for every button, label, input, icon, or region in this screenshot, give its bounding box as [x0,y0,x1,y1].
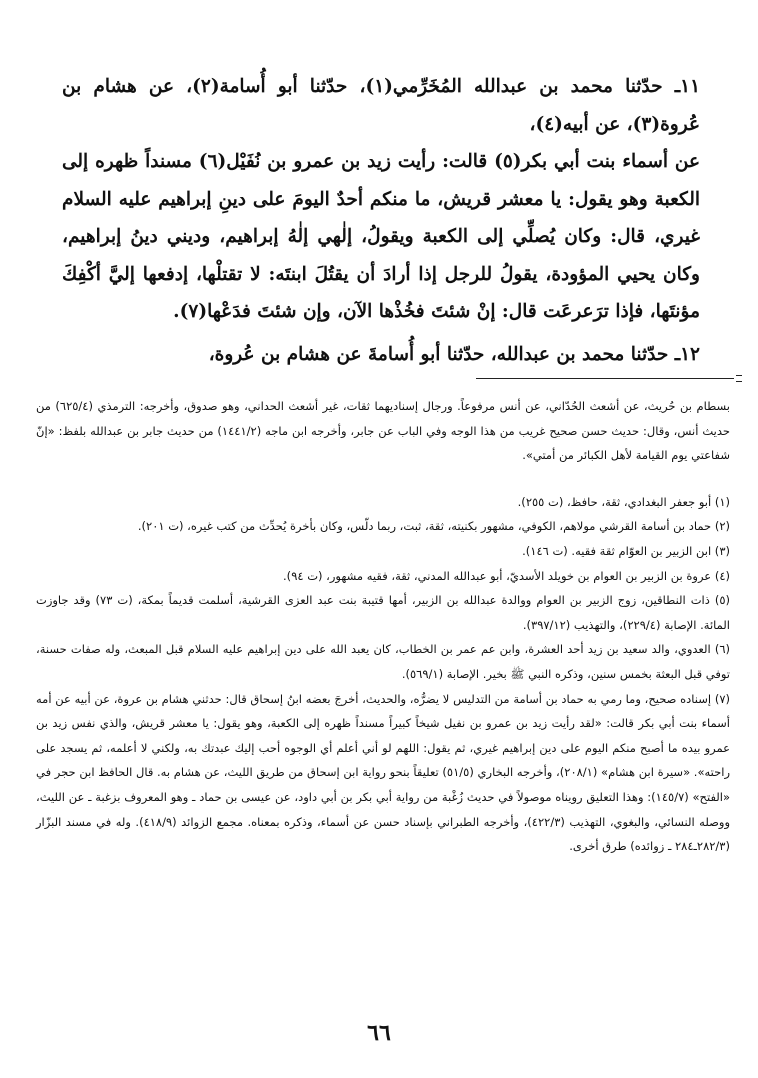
footnote-7: (٧) إسناده صحيح، وما رمي به حماد بن أسامة من التدليس لا يضرُّه، والحديث، أخرجَ بعضه ابنُ إسحاق قال: حدثني هشام بن عروة، عن أبيه عن أمه أسماء بنت أبي بكر قالت: «لقد رأيت زيد بن عمرو بن نفيل شيخاً كبيراً مسنداً ظهره إلى الكعبة، وهو يقول: يا معشر قريش، والذي نفس زيد بن عمرو بيده ما أصبح منكم اليوم على دين إبراهيم غيري، ثم يقول: اللهم لو أني أعلم أي الوجوه أحب إليك عبدتك به، ولكني لا أعلمه، ثم يسجد على راحته». «سيرة ابن هشام» (٢٠٨/١)، وأخرجه البخاري (٥١/٥) تعليقاً بنحو رواية ابن إسحاق من طريق الليث، عن هشام به. قال الحافظ ابن حجر في «الفتح» (١٤٥/٧): وهذا التعليق رويناه موصولاً في حديث زُغْبة من رواية أبي بكر بن أبي داود، عن عيسى بن حماد ـ وهو المعروف بزغبة ـ عن الليث، ووصله النسائي، والبغوي، التهذيب (٤٢٢/٣)، وأخرجه الطبراني بإسناد حسن عن أسماء، وذكره بمعناه. مجمع الزوائد (٤١٨/٩). وله في مسند البزّار (٢٨٢/٣ـ٢٨٤ ـ زوائده) طرق أخرى. [36,691,731,854]
main-text [62,68,700,373]
footnote-4: (٤) عروة بن الزبير بن العوام بن خويلد الأسديّ، أبو عبدالله المدني، ثقة، فقيه مشهور، (ت ٩٤). [283,568,730,583]
hadith-12: ١٢ـ حدّثنا محمد بن عبدالله، حدّثنا أبو أُسامةَ عن هشام بن عُروة، [208,343,700,365]
footnote-2: (٢) حماد بن أسامة القرشي مولاهم، الكوفي، مشهور بكنيته، ثقة، ثبت، ربما دلّس، وكان بأخرة يُحدِّث من كتب غيره، (ت ٢٠١). [137,519,730,534]
footnote-5: (٥) ذات النطاقين، زوج الزبير بن العوام ووالدة عبدالله بن الزبير، أمها قتيبة بنت عبد العزى القرشية، أسلمت قديماً بمكة، (ت ٧٣) وقد جاوزت المائة. الإصابة (٢٢٩/٤)، والتهذيب (٣٩٧/١٢). [36,593,730,632]
page-number: ٦٦ [367,1020,391,1046]
hadith-11-matn: عن أسماء بنت أبي بكر(٥) قالت: رأيت زيد بن عمرو بن نُفَيْل(٦) مسنداً ظهره إلى الكعبة وهو يقول: يا معشر قريش، ما منكم أحدٌ اليومَ على دينِ إبراهيم عليه السلام غيري، قال: وكان يُصلِّي إلى الكعبة ويقولُ، إلٰهي إلٰهُ إبراهيم، وديني دينُ إبراهيم، وكان يحيي المؤودة، يقولُ للرجل إذا أرادَ أن يقتُلَ ابنتَه: لا تقتلْها، إدفعها إليَّ أكْفِكَ مؤنتَها، فإذا ترَعرعَت قال: إنْ شئتَ فخُذْها الآن، وإن شئتَ فدَعْها(٧). [62,151,700,322]
footnote-1: (١) أبو جعفر البغدادي، ثقة، حافظ، (ت ٢٥٥). [517,494,730,509]
hadith-11-isnad: ١١ـ حدّثنا محمد بن عبدالله المُخَرِّمي(١)، حدّثنا أبو أُسامة(٢)، عن هشام بن عُروة(٣)، عن أبيه(٤)، [62,76,701,135]
footnote-3: (٣) ابن الزبير بن العوّام ثقة فقيه. (ت ١٤٦). [522,543,730,558]
footnote-gap [36,468,730,490]
footnote-continuation: بسطام بن حُريث، عن أشعث الحُدّاني، عن أنس مرفوعاً. ورجال إسناديهما ثقات، غير أشعث الحداني، وهو صدوق، وأخرجه: الترمذي (٦٢٥/٤) من حديث أنس، وقال: حديث حسن صحيح غريب من هذا الوجه وفي الباب عن جابر، وأخرجه ابن ماجه (١٤٤١/٢) من حديث جابر بن عبدالله بلفظ: «إنّ شفاعتي يوم القيامة لأهل الكبائر من أمتي». [36,399,730,463]
footnote-6: (٦) العدوي، والد سعيد بن زيد أحد العشرة، وابن عم عمر بن الخطاب، كان يعبد الله على دين إبراهيم عليه السلام قبل المبعث، وله صفات حسنة، توفي قبل البعثة بخمس سنين، وذكره النبي ﷺ بخير. الإصابة (٥٦٩/١). [36,642,730,681]
footnote-separator [476,378,734,379]
footnotes [36,394,730,859]
